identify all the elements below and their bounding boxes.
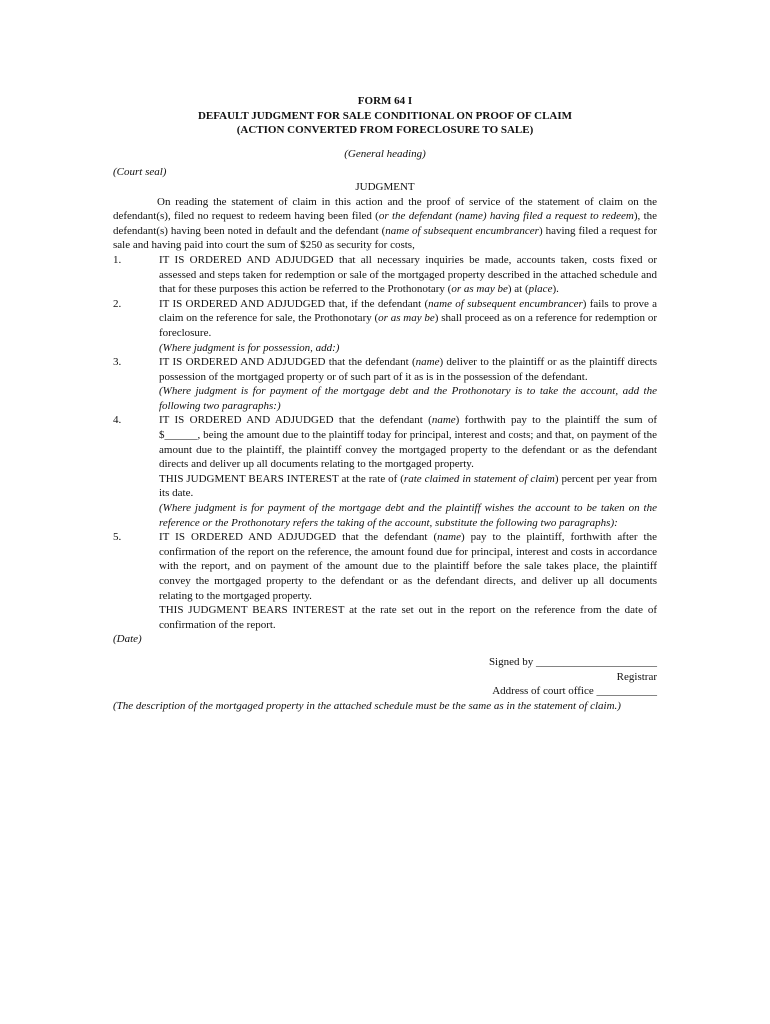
list-item <box>113 253 657 297</box>
item-body: IT IS ORDERED AND ADJUDGED that, if the defendant (name of subsequent encumbrancer) fails to prove a claim on the reference for sale, the Prothonotary (or as may be) shall proceed as on a reference for redemption or foreclosure. (Where judgment is for possession, add:) <box>159 297 657 354</box>
signature-line: Signed by ______________________ <box>488 655 657 668</box>
footnote: (The description of the mortgaged property in the attached schedule must be the same as in the statement of claim.) <box>113 699 621 712</box>
registrar-label: Registrar <box>616 670 657 683</box>
form-title <box>113 94 657 138</box>
list-item <box>113 355 657 413</box>
item-body: IT IS ORDERED AND ADJUDGED that the defendant (name) deliver to the plaintiff or as the plaintiff directs possession of the mortgaged property or of such part of it as is in the possession of the defendant. (Where judgment is for payment of the mortgage debt and the Prothonotary is to take the account, add the following two paragraphs:) <box>159 356 657 412</box>
court-seal: (Court seal) <box>113 166 167 179</box>
list-item <box>113 413 657 530</box>
form-number: FORM 64 I <box>357 95 413 107</box>
form-name: DEFAULT JUDGMENT FOR SALE CONDITIONAL ON PROOF OF CLAIM <box>197 109 573 122</box>
item-body: IT IS ORDERED AND ADJUDGED that the defendant (name) pay to the plaintiff, forthwith after the confirmation of the report on the reference, the amount found due for principal, interest and costs in accordance with the report, and on payment of the amount due to the plaintiff before the sale takes place, the plaintiff convey the mortgaged property to the defendant or as the defendant directs, and deliver up all documents relating to the mortgaged property. THIS JUDGMENT BEARS INTEREST at the rate set out in the report on the reference from the date of confirmation of the report. <box>159 531 657 631</box>
interest-paragraph: THIS JUDGMENT BEARS INTEREST at the rate set out in the report on the reference from the date of confirmation of the report. <box>159 604 657 631</box>
item-number: 4. <box>113 414 122 427</box>
court-office-address: Address of court office ___________ <box>492 685 657 698</box>
date-placeholder: (Date) <box>113 633 142 646</box>
form-subtitle: (ACTION CONVERTED FROM FORECLOSURE TO SALE) <box>236 124 534 137</box>
instruction-note: (Where judgment is for payment of the mortgage debt and the plaintiff wishes the account to be taken on the reference or the Prothonotary refers the taking of the account, substitute the following two paragraphs): <box>159 502 657 529</box>
item-number: 5. <box>113 531 122 544</box>
item-number: 3. <box>113 356 122 369</box>
item-body: IT IS ORDERED AND ADJUDGED that all necessary inquiries be made, accounts taken, costs fixed or assessed and steps taken for redemption or sale of the mortgaged property described in the attached schedule and that for these purposes this action be referred to the Prothonotary (or as may be) at (place). <box>159 253 657 296</box>
judgment-heading: JUDGMENT <box>355 180 415 193</box>
form-body <box>113 94 657 713</box>
item-number: 2. <box>113 297 122 310</box>
interest-paragraph: THIS JUDGMENT BEARS INTEREST at the rate of (rate claimed in statement of claim) percent per year from its date. <box>159 472 658 500</box>
item-number: 1. <box>113 253 122 266</box>
general-heading: (General heading) <box>344 147 426 160</box>
intro-paragraph: On reading the statement of claim in this action and the proof of service of the statement of claim on the defendant(s), filed no request to redeem having been filed (or the defendant (name) having filed a request to redeem), the defendant(s) having been noted in default and the defendant (name of subsequent encumbrancer) having filed a request for sale and having paid into court the sum of $250 as security for costs, <box>113 195 658 252</box>
instruction-note: (Where judgment is for payment of the mortgage debt and the Prothonotary is to take the account, add the following two paragraphs:) <box>159 385 657 412</box>
item-body: IT IS ORDERED AND ADJUDGED that the defendant (name) forthwith pay to the plaintiff the sum of $______, being the amount due to the plaintiff today for principal, interest and costs; and that, on payment of the amount due to the plaintiff, the plaintiff convey the mortgaged property to the defendant or as the defendant directs and deliver up all documents relating to the mortgaged property. THIS JUDGMENT BEARS INTEREST at the rate of (rate claimed in statement of claim) percent per year from its date. (Where judgment is for payment of the mortgage debt and the plaintiff wishes the account to be taken on the reference or the Prothonotary refers the taking of the account, substitute the following two paragraphs): <box>159 414 658 529</box>
list-item <box>113 530 657 632</box>
list-item <box>113 297 657 355</box>
instruction-note: (Where judgment is for possession, add:) <box>159 341 340 354</box>
